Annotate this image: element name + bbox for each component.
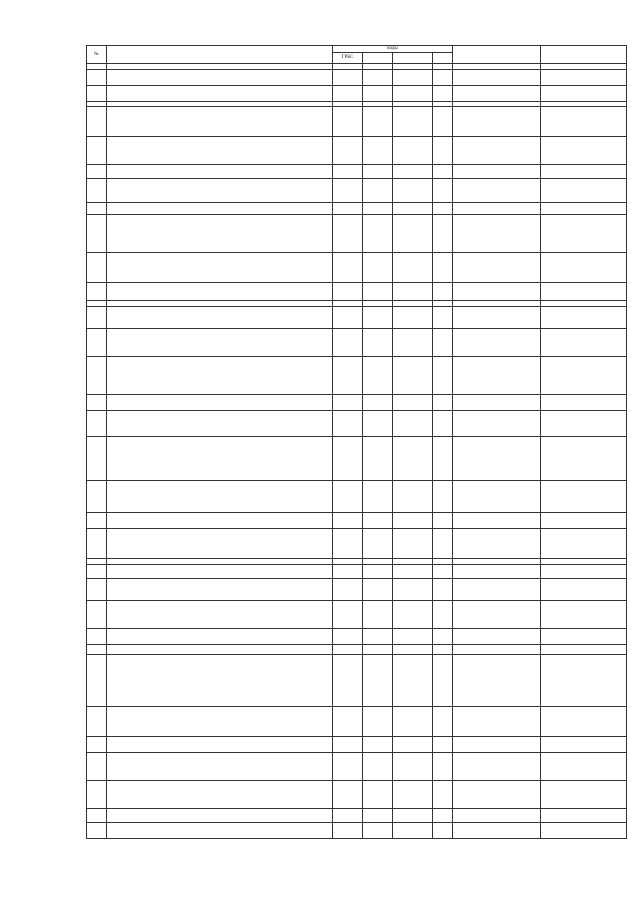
row-name-cell: [107, 283, 333, 301]
row-expense-type-cell: [433, 753, 453, 781]
row-target-article-cell: [393, 70, 433, 86]
row-grbs-cell: [333, 70, 363, 86]
row-target-article-cell: [393, 329, 433, 357]
row-name-cell: [107, 645, 333, 655]
row-number-cell: [87, 707, 107, 737]
row-plan-2021-cell: [453, 707, 541, 737]
header-number: №: [87, 46, 107, 64]
row-plan-2022-cell: [541, 565, 627, 579]
row-expense-type-cell: [433, 70, 453, 86]
row-expense-type-cell: [433, 329, 453, 357]
row-target-article-cell: [393, 86, 433, 102]
row-name-cell: [107, 307, 333, 329]
row-grbs-cell: [333, 579, 363, 601]
row-plan-2021-cell: [453, 203, 541, 215]
row-expense-type-cell: [433, 307, 453, 329]
row-name-cell: [107, 565, 333, 579]
row-plan-2021-cell: [453, 437, 541, 481]
row-plan-2022-cell: [541, 203, 627, 215]
row-section-cell: [363, 70, 393, 86]
row-number-cell: [87, 437, 107, 481]
row-plan-2021-cell: [453, 357, 541, 395]
row-plan-2021-cell: [453, 809, 541, 823]
row-section-cell: [363, 283, 393, 301]
row-section-cell: [363, 307, 393, 329]
table-row: [87, 629, 627, 645]
row-section-cell: [363, 809, 393, 823]
table-row: [87, 165, 627, 179]
row-plan-2021-cell: [453, 601, 541, 629]
row-target-article-cell: [393, 707, 433, 737]
row-section-cell: [363, 645, 393, 655]
row-plan-2022-cell: [541, 529, 627, 559]
row-plan-2022-cell: [541, 70, 627, 86]
row-plan-2021-cell: [453, 307, 541, 329]
row-number-cell: [87, 629, 107, 645]
row-grbs-cell: [333, 307, 363, 329]
table-row: [87, 809, 627, 823]
row-name-cell: [107, 165, 333, 179]
table-row: [87, 329, 627, 357]
row-section-cell: [363, 513, 393, 529]
table-row: [87, 753, 627, 781]
row-target-article-cell: [393, 107, 433, 137]
row-name-cell: [107, 215, 333, 253]
row-plan-2021-cell: [453, 329, 541, 357]
row-number-cell: [87, 86, 107, 102]
row-section-cell: [363, 357, 393, 395]
row-number-cell: [87, 137, 107, 165]
row-target-article-cell: [393, 737, 433, 753]
row-number-cell: [87, 165, 107, 179]
row-section-cell: [363, 737, 393, 753]
row-section-cell: [363, 481, 393, 513]
row-section-cell: [363, 86, 393, 102]
row-expense-type-cell: [433, 579, 453, 601]
row-target-article-cell: [393, 307, 433, 329]
row-grbs-cell: [333, 107, 363, 137]
row-number-cell: [87, 307, 107, 329]
row-section-cell: [363, 215, 393, 253]
row-section-cell: [363, 329, 393, 357]
row-name-cell: [107, 329, 333, 357]
table-body: [87, 70, 627, 839]
row-plan-2021-cell: [453, 283, 541, 301]
row-number-cell: [87, 329, 107, 357]
row-expense-type-cell: [433, 137, 453, 165]
table-row: [87, 481, 627, 513]
row-expense-type-cell: [433, 513, 453, 529]
table-row: [87, 411, 627, 437]
row-target-article-cell: [393, 481, 433, 513]
row-grbs-cell: [333, 357, 363, 395]
row-number-cell: [87, 737, 107, 753]
row-plan-2021-cell: [453, 753, 541, 781]
row-plan-2022-cell: [541, 283, 627, 301]
row-target-article-cell: [393, 655, 433, 707]
row-grbs-cell: [333, 329, 363, 357]
row-expense-type-cell: [433, 165, 453, 179]
row-name-cell: [107, 513, 333, 529]
row-target-article-cell: [393, 579, 433, 601]
row-name-cell: [107, 107, 333, 137]
row-plan-2021-cell: [453, 395, 541, 411]
row-section-cell: [363, 601, 393, 629]
table-row: [87, 565, 627, 579]
row-grbs-cell: [333, 179, 363, 203]
row-plan-2021-cell: [453, 165, 541, 179]
row-grbs-cell: [333, 823, 363, 839]
row-section-cell: [363, 179, 393, 203]
table-row: [87, 137, 627, 165]
row-number-cell: [87, 565, 107, 579]
row-name-cell: [107, 137, 333, 165]
row-target-article-cell: [393, 165, 433, 179]
header-plan-2022: [541, 46, 627, 64]
row-expense-type-cell: [433, 655, 453, 707]
row-expense-type-cell: [433, 481, 453, 513]
row-plan-2021-cell: [453, 737, 541, 753]
row-plan-2021-cell: [453, 215, 541, 253]
row-section-cell: [363, 529, 393, 559]
row-plan-2021-cell: [453, 253, 541, 283]
table-row: [87, 395, 627, 411]
row-grbs-cell: [333, 629, 363, 645]
row-grbs-cell: [333, 411, 363, 437]
row-target-article-cell: [393, 137, 433, 165]
table-row: [87, 86, 627, 102]
row-grbs-cell: [333, 565, 363, 579]
row-plan-2021-cell: [453, 107, 541, 137]
row-section-cell: [363, 823, 393, 839]
row-grbs-cell: [333, 753, 363, 781]
row-plan-2022-cell: [541, 86, 627, 102]
row-plan-2022-cell: [541, 437, 627, 481]
table-row: [87, 781, 627, 809]
row-name-cell: [107, 655, 333, 707]
row-number-cell: [87, 179, 107, 203]
row-name-cell: [107, 437, 333, 481]
row-target-article-cell: [393, 283, 433, 301]
row-number-cell: [87, 253, 107, 283]
table-row: [87, 215, 627, 253]
row-expense-type-cell: [433, 86, 453, 102]
row-plan-2022-cell: [541, 629, 627, 645]
row-name-cell: [107, 753, 333, 781]
row-number-cell: [87, 481, 107, 513]
table-row: [87, 307, 627, 329]
table-row: [87, 283, 627, 301]
row-section-cell: [363, 137, 393, 165]
row-plan-2022-cell: [541, 809, 627, 823]
row-target-article-cell: [393, 437, 433, 481]
row-plan-2021-cell: [453, 70, 541, 86]
table-row: [87, 707, 627, 737]
table-row: [87, 70, 627, 86]
row-name-cell: [107, 357, 333, 395]
row-plan-2022-cell: [541, 481, 627, 513]
row-number-cell: [87, 823, 107, 839]
row-grbs-cell: [333, 283, 363, 301]
row-name-cell: [107, 579, 333, 601]
row-grbs-cell: [333, 655, 363, 707]
row-plan-2021-cell: [453, 411, 541, 437]
row-number-cell: [87, 513, 107, 529]
row-target-article-cell: [393, 411, 433, 437]
row-plan-2022-cell: [541, 357, 627, 395]
row-section-cell: [363, 395, 393, 411]
row-plan-2022-cell: [541, 781, 627, 809]
row-plan-2022-cell: [541, 753, 627, 781]
row-name-cell: [107, 629, 333, 645]
row-expense-type-cell: [433, 253, 453, 283]
row-grbs-cell: [333, 86, 363, 102]
header-section: [363, 53, 393, 64]
row-section-cell: [363, 655, 393, 707]
row-plan-2022-cell: [541, 645, 627, 655]
row-plan-2021-cell: [453, 823, 541, 839]
row-target-article-cell: [393, 357, 433, 395]
row-section-cell: [363, 579, 393, 601]
row-section-cell: [363, 165, 393, 179]
row-plan-2021-cell: [453, 179, 541, 203]
row-name-cell: [107, 70, 333, 86]
row-expense-type-cell: [433, 107, 453, 137]
row-plan-2021-cell: [453, 781, 541, 809]
table-row: [87, 107, 627, 137]
row-plan-2022-cell: [541, 137, 627, 165]
row-expense-type-cell: [433, 437, 453, 481]
table-row: [87, 529, 627, 559]
row-number-cell: [87, 357, 107, 395]
row-plan-2022-cell: [541, 513, 627, 529]
header-grbs: ГРБС: [333, 53, 363, 64]
row-plan-2021-cell: [453, 655, 541, 707]
row-number-cell: [87, 781, 107, 809]
table-row: [87, 253, 627, 283]
row-plan-2022-cell: [541, 655, 627, 707]
row-plan-2022-cell: [541, 107, 627, 137]
row-name-cell: [107, 737, 333, 753]
row-plan-2021-cell: [453, 481, 541, 513]
table-row: [87, 645, 627, 655]
row-target-article-cell: [393, 753, 433, 781]
row-grbs-cell: [333, 481, 363, 513]
row-name-cell: [107, 707, 333, 737]
header-codes-group: коды: [333, 46, 453, 53]
row-number-cell: [87, 107, 107, 137]
row-number-cell: [87, 70, 107, 86]
row-grbs-cell: [333, 707, 363, 737]
row-expense-type-cell: [433, 629, 453, 645]
row-target-article-cell: [393, 565, 433, 579]
row-grbs-cell: [333, 215, 363, 253]
row-number-cell: [87, 529, 107, 559]
row-plan-2022-cell: [541, 179, 627, 203]
row-expense-type-cell: [433, 529, 453, 559]
row-target-article-cell: [393, 179, 433, 203]
row-target-article-cell: [393, 601, 433, 629]
row-number-cell: [87, 411, 107, 437]
row-expense-type-cell: [433, 283, 453, 301]
row-grbs-cell: [333, 437, 363, 481]
table-row: [87, 579, 627, 601]
row-expense-type-cell: [433, 215, 453, 253]
row-plan-2022-cell: [541, 395, 627, 411]
table-row: [87, 823, 627, 839]
table-header: [87, 46, 627, 70]
row-plan-2021-cell: [453, 629, 541, 645]
row-target-article-cell: [393, 529, 433, 559]
row-expense-type-cell: [433, 203, 453, 215]
row-grbs-cell: [333, 395, 363, 411]
table-row: [87, 357, 627, 395]
row-number-cell: [87, 655, 107, 707]
row-target-article-cell: [393, 253, 433, 283]
header-plan-2021: [453, 46, 541, 64]
table-row: [87, 737, 627, 753]
row-plan-2021-cell: [453, 137, 541, 165]
row-section-cell: [363, 253, 393, 283]
row-target-article-cell: [393, 203, 433, 215]
row-target-article-cell: [393, 513, 433, 529]
row-plan-2022-cell: [541, 601, 627, 629]
row-expense-type-cell: [433, 565, 453, 579]
row-grbs-cell: [333, 137, 363, 165]
row-name-cell: [107, 601, 333, 629]
row-number-cell: [87, 645, 107, 655]
row-plan-2022-cell: [541, 307, 627, 329]
header-name: [107, 46, 333, 64]
header-target-article: [393, 53, 433, 64]
row-grbs-cell: [333, 203, 363, 215]
row-expense-type-cell: [433, 411, 453, 437]
row-grbs-cell: [333, 253, 363, 283]
row-expense-type-cell: [433, 781, 453, 809]
table-row: [87, 655, 627, 707]
row-name-cell: [107, 203, 333, 215]
row-target-article-cell: [393, 629, 433, 645]
row-plan-2022-cell: [541, 737, 627, 753]
row-number-cell: [87, 579, 107, 601]
row-expense-type-cell: [433, 395, 453, 411]
row-name-cell: [107, 179, 333, 203]
table-row: [87, 601, 627, 629]
row-number-cell: [87, 753, 107, 781]
row-name-cell: [107, 411, 333, 437]
row-number-cell: [87, 809, 107, 823]
row-number-cell: [87, 283, 107, 301]
table-row: [87, 203, 627, 215]
row-plan-2021-cell: [453, 565, 541, 579]
table-row: [87, 179, 627, 203]
row-section-cell: [363, 107, 393, 137]
row-number-cell: [87, 203, 107, 215]
row-plan-2022-cell: [541, 329, 627, 357]
row-grbs-cell: [333, 737, 363, 753]
row-name-cell: [107, 253, 333, 283]
header-expense-type: [433, 53, 453, 64]
row-target-article-cell: [393, 215, 433, 253]
row-target-article-cell: [393, 781, 433, 809]
row-grbs-cell: [333, 165, 363, 179]
row-expense-type-cell: [433, 707, 453, 737]
row-target-article-cell: [393, 809, 433, 823]
row-grbs-cell: [333, 809, 363, 823]
row-name-cell: [107, 823, 333, 839]
row-name-cell: [107, 86, 333, 102]
row-section-cell: [363, 565, 393, 579]
row-grbs-cell: [333, 513, 363, 529]
row-section-cell: [363, 781, 393, 809]
row-expense-type-cell: [433, 823, 453, 839]
row-number-cell: [87, 395, 107, 411]
row-number-cell: [87, 601, 107, 629]
row-plan-2022-cell: [541, 165, 627, 179]
row-plan-2022-cell: [541, 215, 627, 253]
row-plan-2021-cell: [453, 529, 541, 559]
row-plan-2022-cell: [541, 823, 627, 839]
row-name-cell: [107, 529, 333, 559]
row-section-cell: [363, 411, 393, 437]
row-name-cell: [107, 781, 333, 809]
row-grbs-cell: [333, 601, 363, 629]
row-plan-2021-cell: [453, 579, 541, 601]
row-plan-2022-cell: [541, 707, 627, 737]
table-row: [87, 513, 627, 529]
row-section-cell: [363, 753, 393, 781]
row-expense-type-cell: [433, 179, 453, 203]
row-grbs-cell: [333, 645, 363, 655]
row-plan-2021-cell: [453, 86, 541, 102]
row-section-cell: [363, 437, 393, 481]
row-number-cell: [87, 215, 107, 253]
row-plan-2022-cell: [541, 253, 627, 283]
row-plan-2022-cell: [541, 579, 627, 601]
row-expense-type-cell: [433, 737, 453, 753]
row-name-cell: [107, 481, 333, 513]
row-plan-2022-cell: [541, 411, 627, 437]
row-grbs-cell: [333, 529, 363, 559]
row-plan-2021-cell: [453, 645, 541, 655]
row-target-article-cell: [393, 823, 433, 839]
row-target-article-cell: [393, 395, 433, 411]
row-expense-type-cell: [433, 357, 453, 395]
row-target-article-cell: [393, 645, 433, 655]
row-expense-type-cell: [433, 809, 453, 823]
row-section-cell: [363, 203, 393, 215]
row-grbs-cell: [333, 781, 363, 809]
row-name-cell: [107, 395, 333, 411]
table-row: [87, 437, 627, 481]
row-expense-type-cell: [433, 601, 453, 629]
row-section-cell: [363, 629, 393, 645]
row-expense-type-cell: [433, 645, 453, 655]
row-name-cell: [107, 809, 333, 823]
budget-table: [86, 45, 627, 839]
row-section-cell: [363, 707, 393, 737]
row-plan-2021-cell: [453, 513, 541, 529]
